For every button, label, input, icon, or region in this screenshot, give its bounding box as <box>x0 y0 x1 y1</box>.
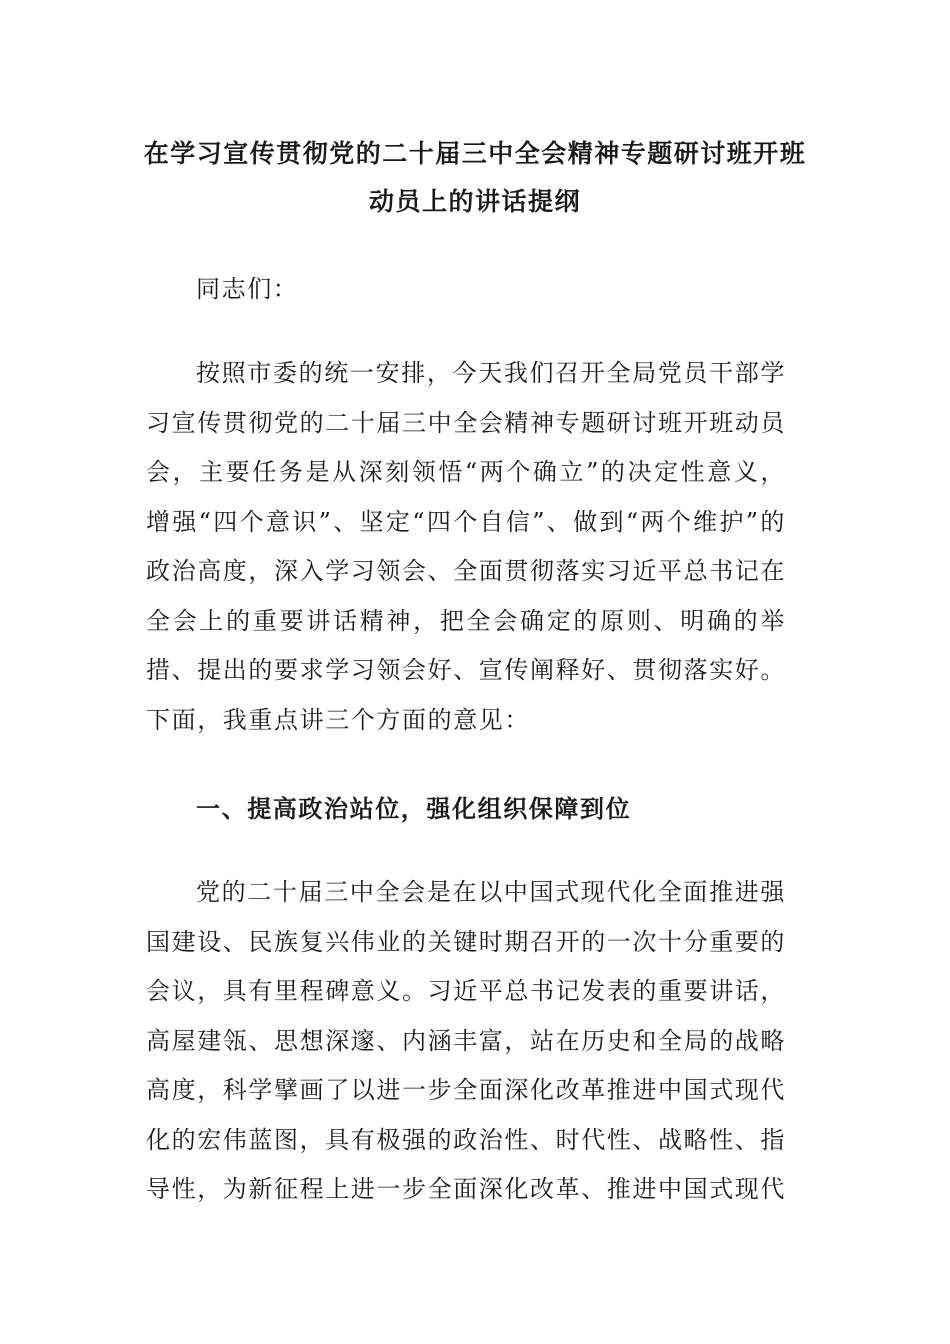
document-title-line-1: 在学习宣传贯彻党的二十届三中全会精神专题研讨班开班 <box>143 139 807 168</box>
document-title-line-2: 动员上的讲话提纲 <box>368 187 581 216</box>
opening-paragraph: 按照市委的统一安排，今天我们召开全局党员干部学习宣传贯彻党的二十届三中全会精神专题研讨班开班动员会，主要任务是从深刻领悟“两个确立”的决定性意义，增强“四个意识”、坚定“四个自信”、做到“两个维护”的政治高度，深入学习领会、全面贯彻落实习近平总书记在全会上的重要讲话精神，把全会确定的原则、明确的举措、提出的要求学习领会好、宣传阐释好、贯彻落实好。下面，我重点讲三个方面的意见： <box>146 359 786 734</box>
section-heading-1: 一、提高政治站位，强化组织保障到位 <box>196 795 632 823</box>
section-1-paragraph: 党的二十届三中全会是在以中国式现代化全面推进强国建设、民族复兴伟业的关键时期召开的一次十分重要的会议，具有里程碑意义。习近平总书记发表的重要讲话，高屋建瓴、思想深邃、内涵丰富，站在历史和全局的战略高度，科学擘画了以进一步全面深化改革推进中国式现代化的宏伟蓝图，具有极强的政治性、时代性、战略性、指导性，为新征程上进一步全面深化改革、推进中国式现代 <box>146 878 786 1203</box>
greeting: 同志们： <box>196 275 299 303</box>
